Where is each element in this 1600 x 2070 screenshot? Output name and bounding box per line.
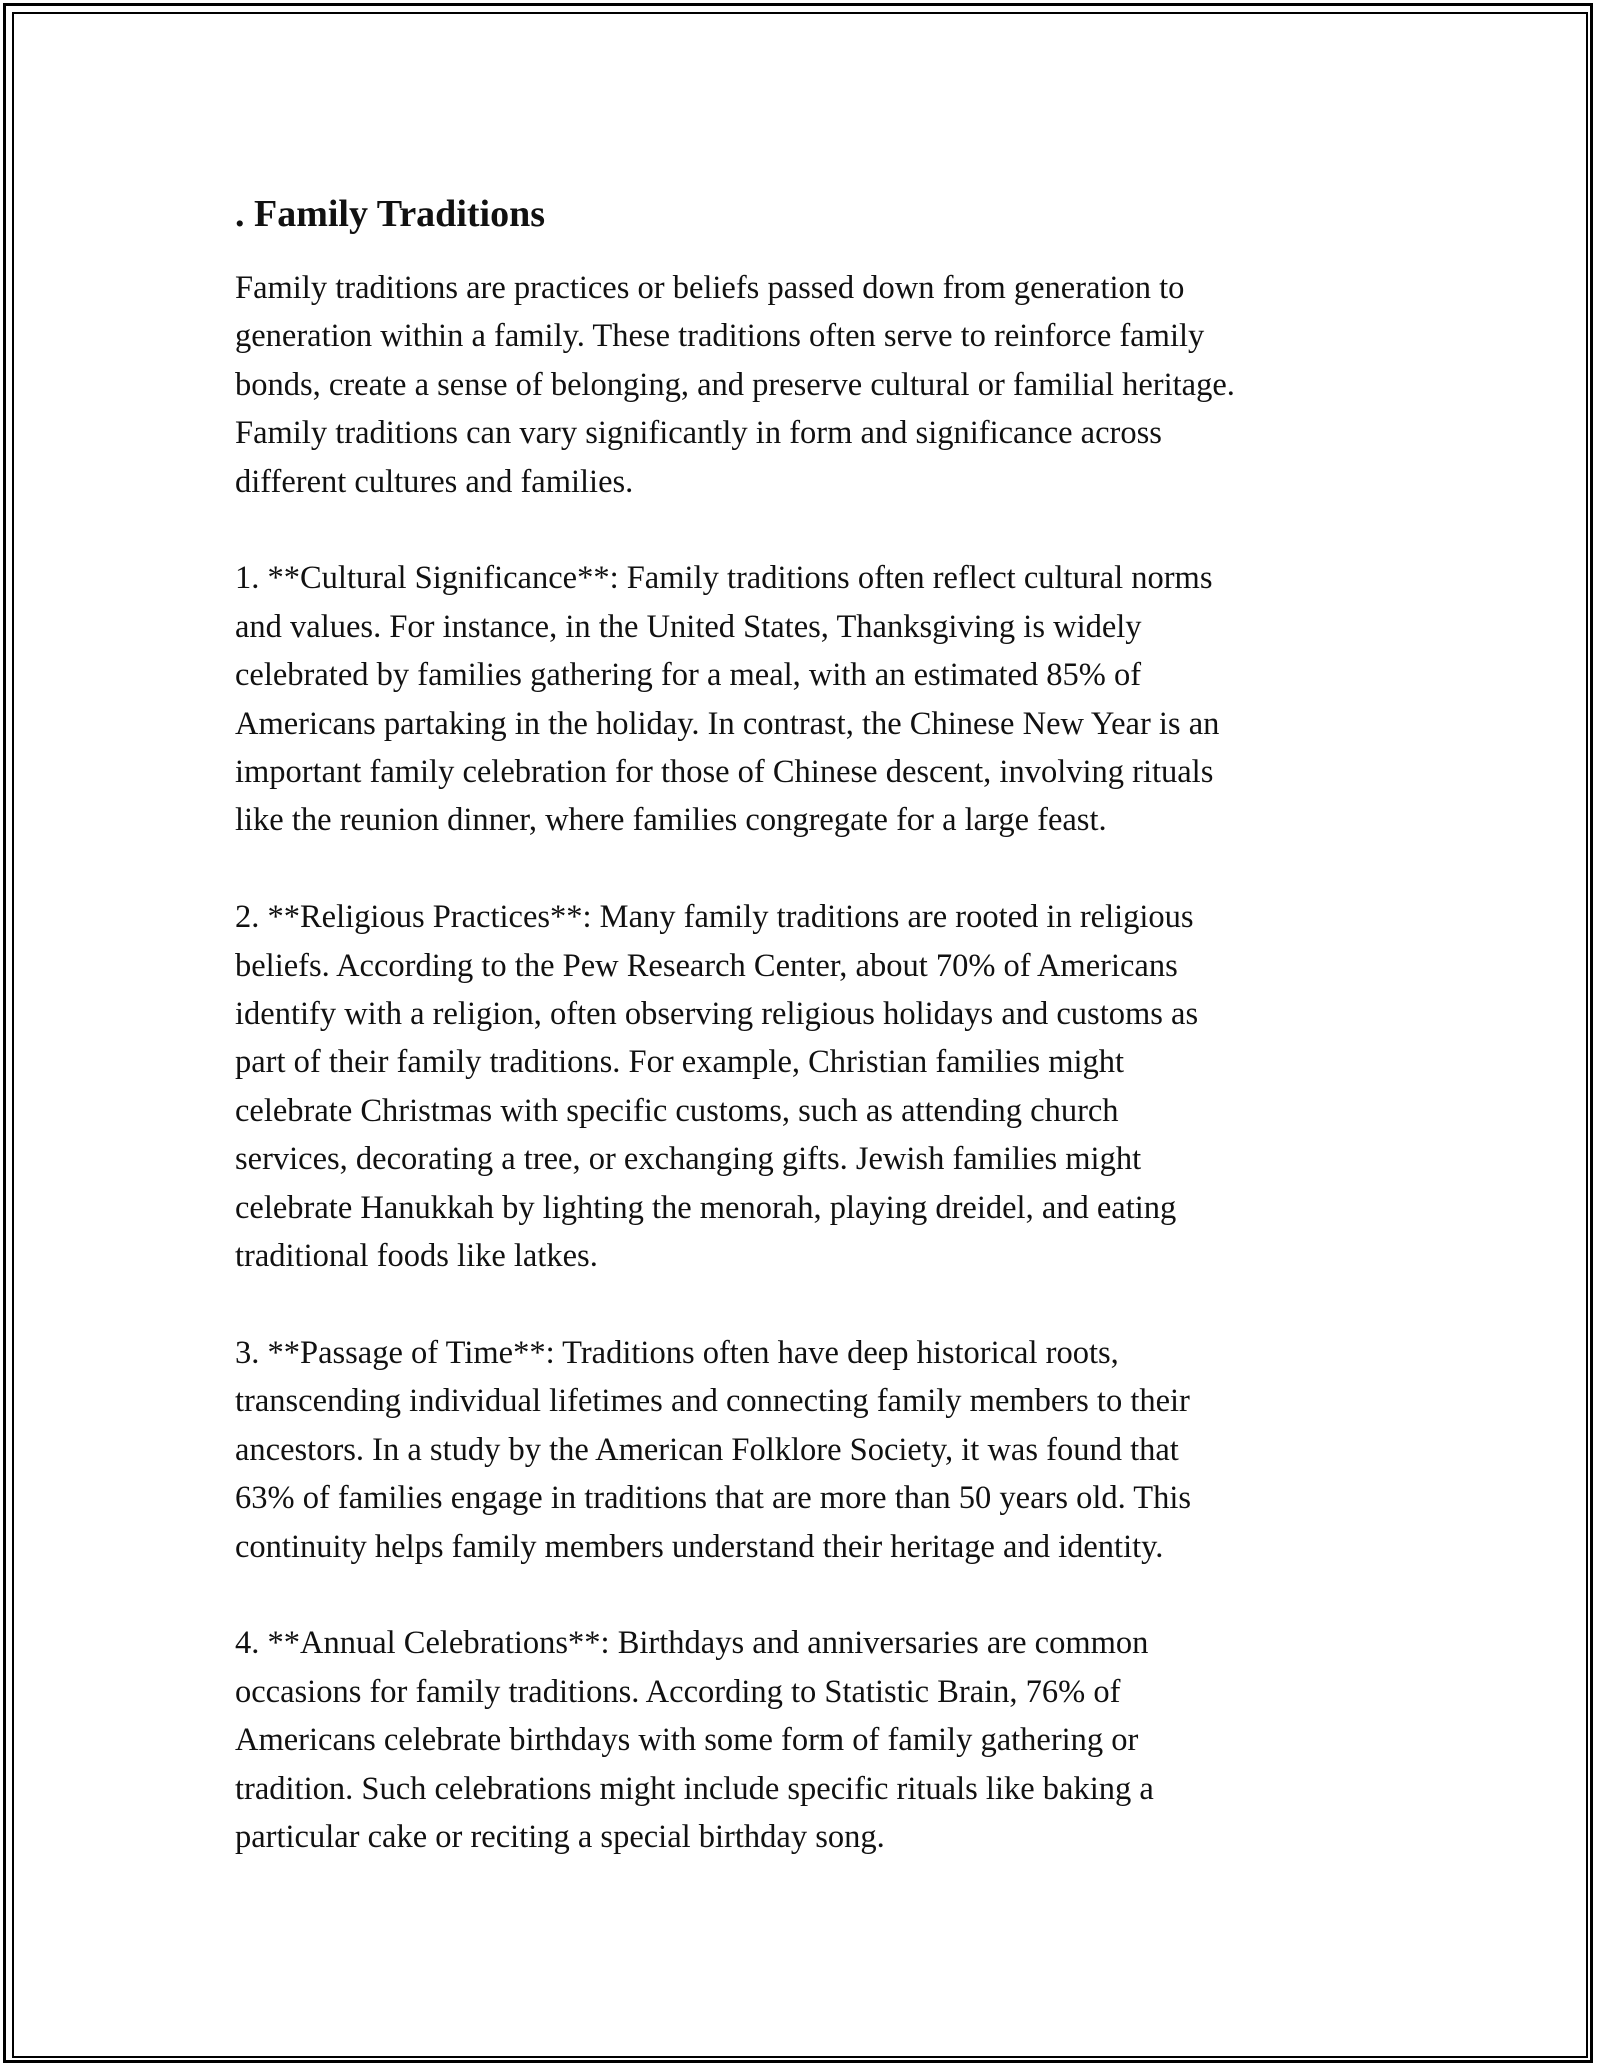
document-title: . Family Traditions <box>235 193 546 235</box>
document-body <box>235 186 1395 1910</box>
paragraph-annual-celebrations: 4. **Annual Celebrations**: Birthdays and anniversaries are common occasions for family traditions. According to Statistic Brain, 76% of Americans celebrate birthdays with some form of family gathering or tradition. Such celebrations might include specific rituals like baking a particular cake or reciting a special birthday song. <box>235 1625 1154 1855</box>
paragraph-cultural-significance: 1. **Cultural Significance**: Family traditions often reflect cultural norms and values. For instance, in the United States, Thanksgiving is widely celebrated by families gathering for a meal, with an estimated 85% of Americans partaking in the holiday. In contrast, the Chinese New Year is an important family celebration for those of Chinese descent, involving rituals like the reunion dinner, where families congregate for a large feast. <box>235 560 1220 839</box>
paragraph-passage-of-time: 3. **Passage of Time**: Traditions often have deep historical roots, transcending individual lifetimes and connecting family members to their ancestors. In a study by the American Folklore Society, it was found that 63% of families engage in traditions that are more than 50 years old. This continuity helps family members understand their heritage and identity. <box>235 1334 1192 1565</box>
paragraph-intro: Family traditions are practices or beliefs passed down from generation to generation within a family. These traditions often serve to reinforce family bonds, create a sense of belonging, and preserve cultural or familial heritage. Family traditions can vary significantly in form and significance across different cultures and families. <box>235 270 1235 500</box>
paragraph-religious-practices: 2. **Religious Practices**: Many family traditions are rooted in religious beliefs. According to the Pew Research Center, about 70% of Americans identify with a religion, often observing religious holidays and customs as part of their family traditions. For example, Christian families might celebrate Christmas with specific customs, such as attending church services, decorating a tree, or exchanging gifts. Jewish families might celebrate Hanukkah by lighting the menorah, playing dreidel, and eating traditional foods like latkes. <box>235 899 1199 1275</box>
